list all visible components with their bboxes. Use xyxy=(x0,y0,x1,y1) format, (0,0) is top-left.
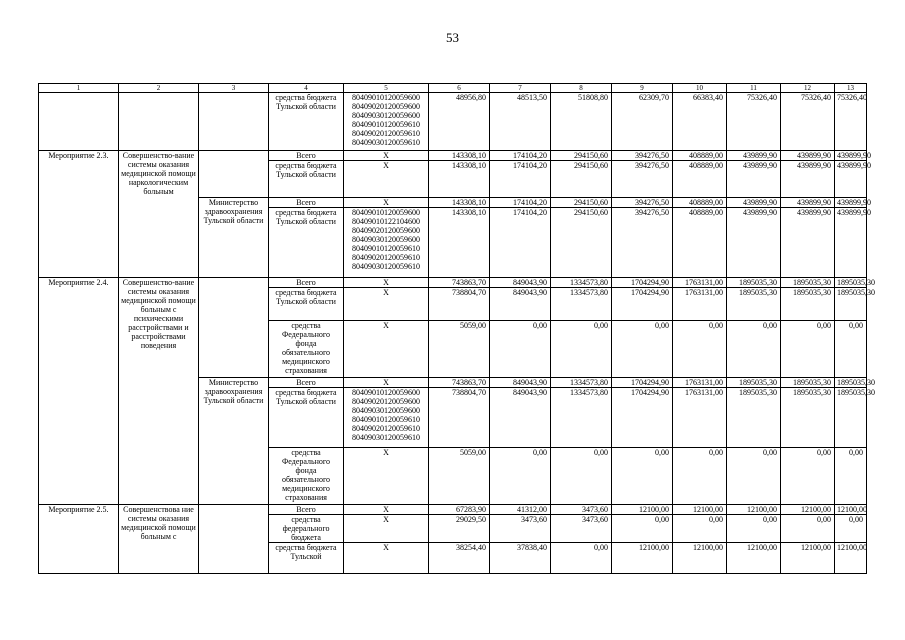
amount-cell: 0,00 xyxy=(781,321,835,378)
amount-cell: 5059,00 xyxy=(429,321,490,378)
amount-cell: 1895035,30 xyxy=(835,278,867,288)
funding-source-cell: Всего xyxy=(269,505,344,515)
header-row xyxy=(39,84,867,93)
funding-source-cell: средства бюджета Тульской xyxy=(269,543,344,574)
amount-cell: 0,00 xyxy=(835,515,867,543)
event-cell: Мероприятие 2.4. xyxy=(39,278,119,505)
amount-cell: 1895035,30 xyxy=(727,378,781,388)
amount-cell: 439899,90 xyxy=(781,151,835,161)
executor-cell: Министерство здравоохранения Тульской области xyxy=(199,198,269,278)
amount-cell: 51808,80 xyxy=(551,93,612,151)
amount-cell: 0,00 xyxy=(781,515,835,543)
event-cell: Мероприятие 2.5. xyxy=(39,505,119,574)
amount-cell: 12100,00 xyxy=(835,543,867,574)
column-number: 13 xyxy=(835,84,867,93)
amount-cell: 439899,90 xyxy=(727,198,781,208)
amount-cell: 0,00 xyxy=(673,515,727,543)
table-row xyxy=(39,93,867,151)
amount-cell: 12100,00 xyxy=(673,505,727,515)
executor-cell xyxy=(199,278,269,378)
amount-cell: 5059,00 xyxy=(429,448,490,505)
executor-cell xyxy=(199,505,269,574)
column-number: 7 xyxy=(490,84,551,93)
amount-cell: 0,00 xyxy=(781,448,835,505)
column-number: 6 xyxy=(429,84,490,93)
amount-cell: 1895035,30 xyxy=(781,378,835,388)
amount-cell: 743863,70 xyxy=(429,278,490,288)
amount-cell: 1334573,80 xyxy=(551,388,612,448)
funding-source-cell: Всего xyxy=(269,151,344,161)
amount-cell: 1895035,30 xyxy=(835,288,867,321)
amount-cell: 0,00 xyxy=(727,515,781,543)
funding-source-cell: Всего xyxy=(269,278,344,288)
budget-code-cell: X xyxy=(344,198,429,208)
amount-cell: 394276,50 xyxy=(612,198,673,208)
amount-cell: 1895035,30 xyxy=(727,388,781,448)
column-number: 5 xyxy=(344,84,429,93)
amount-cell: 738804,70 xyxy=(429,388,490,448)
column-number: 12 xyxy=(781,84,835,93)
amount-cell: 1895035,30 xyxy=(727,278,781,288)
amount-cell: 294150,60 xyxy=(551,208,612,278)
amount-cell: 0,00 xyxy=(612,448,673,505)
budget-code-cell: X xyxy=(344,161,429,198)
amount-cell: 3473,60 xyxy=(551,505,612,515)
amount-cell: 738804,70 xyxy=(429,288,490,321)
budget-code-cell: X xyxy=(344,278,429,288)
amount-cell: 439899,90 xyxy=(727,161,781,198)
amount-cell: 1334573,80 xyxy=(551,278,612,288)
budget-code-cell: X xyxy=(344,448,429,505)
amount-cell: 174104,20 xyxy=(490,151,551,161)
column-number: 9 xyxy=(612,84,673,93)
amount-cell: 743863,70 xyxy=(429,378,490,388)
measure-name-cell: Совершенство-вание системы оказания медицинской помощи больным с психическими расстройствами и расстройствами поведения xyxy=(119,278,199,505)
amount-cell: 1704294,90 xyxy=(612,288,673,321)
event-cell xyxy=(39,93,119,151)
amount-cell: 12100,00 xyxy=(727,543,781,574)
amount-cell: 3473,60 xyxy=(490,515,551,543)
amount-cell: 1895035,30 xyxy=(781,278,835,288)
amount-cell: 62309,70 xyxy=(612,93,673,151)
amount-cell: 408889,00 xyxy=(673,161,727,198)
amount-cell: 143308,10 xyxy=(429,161,490,198)
amount-cell: 408889,00 xyxy=(673,198,727,208)
amount-cell: 12100,00 xyxy=(835,505,867,515)
amount-cell: 1704294,90 xyxy=(612,388,673,448)
amount-cell: 1704294,90 xyxy=(612,278,673,288)
executor-cell xyxy=(199,93,269,151)
amount-cell: 294150,60 xyxy=(551,161,612,198)
amount-cell: 408889,00 xyxy=(673,151,727,161)
amount-cell: 66383,40 xyxy=(673,93,727,151)
amount-cell: 0,00 xyxy=(612,321,673,378)
table-row xyxy=(39,505,867,515)
amount-cell: 29029,50 xyxy=(429,515,490,543)
amount-cell: 394276,50 xyxy=(612,161,673,198)
amount-cell: 849043,90 xyxy=(490,288,551,321)
amount-cell: 12100,00 xyxy=(727,505,781,515)
amount-cell: 1763131,00 xyxy=(673,388,727,448)
amount-cell: 394276,50 xyxy=(612,151,673,161)
amount-cell: 0,00 xyxy=(551,321,612,378)
amount-cell: 0,00 xyxy=(490,448,551,505)
column-number: 2 xyxy=(119,84,199,93)
amount-cell: 1334573,80 xyxy=(551,288,612,321)
page-number: 53 xyxy=(446,30,459,45)
table-row xyxy=(39,278,867,288)
measure-name-cell: Совершенство-вание системы оказания медицинской помощи наркологическим больным xyxy=(119,151,199,278)
measure-name-cell: Совершенствова ние системы оказания медицинской помощи больным с xyxy=(119,505,199,574)
amount-cell: 849043,90 xyxy=(490,388,551,448)
amount-cell: 67283,90 xyxy=(429,505,490,515)
column-number: 8 xyxy=(551,84,612,93)
amount-cell: 38254,40 xyxy=(429,543,490,574)
amount-cell: 0,00 xyxy=(551,448,612,505)
amount-cell: 41312,00 xyxy=(490,505,551,515)
amount-cell: 48956,80 xyxy=(429,93,490,151)
amount-cell: 143308,10 xyxy=(429,151,490,161)
funding-source-cell: средства бюджета Тульской области xyxy=(269,161,344,198)
amount-cell: 0,00 xyxy=(673,321,727,378)
amount-cell: 0,00 xyxy=(490,321,551,378)
amount-cell: 0,00 xyxy=(612,515,673,543)
amount-cell: 174104,20 xyxy=(490,208,551,278)
amount-cell: 849043,90 xyxy=(490,278,551,288)
funding-source-cell: средства федерального бюджета xyxy=(269,515,344,543)
budget-code-cell: X xyxy=(344,505,429,515)
amount-cell: 294150,60 xyxy=(551,151,612,161)
table-row xyxy=(39,151,867,161)
amount-cell: 0,00 xyxy=(727,448,781,505)
amount-cell: 849043,90 xyxy=(490,378,551,388)
amount-cell: 439899,90 xyxy=(781,198,835,208)
amount-cell: 1763131,00 xyxy=(673,378,727,388)
funding-source-cell: средства бюджета Тульской области xyxy=(269,288,344,321)
budget-code-cell: X xyxy=(344,543,429,574)
amount-cell: 439899,90 xyxy=(835,208,867,278)
amount-cell: 75326,40 xyxy=(835,93,867,151)
amount-cell: 0,00 xyxy=(551,543,612,574)
amount-cell: 1763131,00 xyxy=(673,278,727,288)
funding-source-cell: Всего xyxy=(269,198,344,208)
funding-source-cell: средства Федерального фонда обязательного медицинского страхования xyxy=(269,448,344,505)
column-number: 1 xyxy=(39,84,119,93)
amount-cell: 0,00 xyxy=(727,321,781,378)
column-number: 3 xyxy=(199,84,269,93)
amount-cell: 12100,00 xyxy=(612,505,673,515)
budget-table xyxy=(38,83,875,574)
amount-cell: 1895035,30 xyxy=(835,388,867,448)
amount-cell: 48513,50 xyxy=(490,93,551,151)
amount-cell: 3473,60 xyxy=(551,515,612,543)
amount-cell: 1895035,30 xyxy=(835,378,867,388)
amount-cell: 439899,90 xyxy=(835,198,867,208)
amount-cell: 0,00 xyxy=(835,321,867,378)
funding-source-cell: средства Федерального фонда обязательного медицинского страхования xyxy=(269,321,344,378)
budget-code-cell: X xyxy=(344,151,429,161)
column-number: 11 xyxy=(727,84,781,93)
funding-source-cell: Всего xyxy=(269,378,344,388)
budget-code-cell: 80409010120059600 80409010122104600 80409020120059600 80409030120059600 80409010120059610 80409020120059610 80409030120059610 xyxy=(344,208,429,278)
budget-code-cell: X xyxy=(344,378,429,388)
amount-cell: 143308,10 xyxy=(429,208,490,278)
column-number: 10 xyxy=(673,84,727,93)
budget-code-cell: 80409010120059600 80409020120059600 80409030120059600 80409010120059610 80409020120059610 80409030120059610 xyxy=(344,388,429,448)
amount-cell: 75326,40 xyxy=(727,93,781,151)
amount-cell: 439899,90 xyxy=(727,151,781,161)
budget-code-cell: X xyxy=(344,288,429,321)
amount-cell: 1895035,30 xyxy=(781,288,835,321)
amount-cell: 1763131,00 xyxy=(673,288,727,321)
amount-cell: 294150,60 xyxy=(551,198,612,208)
amount-cell: 174104,20 xyxy=(490,198,551,208)
amount-cell: 12100,00 xyxy=(781,505,835,515)
table-body xyxy=(39,84,875,574)
budget-code-cell: X xyxy=(344,321,429,378)
amount-cell: 12100,00 xyxy=(612,543,673,574)
budget-code-cell: 80409010120059600 80409020120059600 80409030120059600 80409010120059610 80409020120059610 80409030120059610 xyxy=(344,93,429,151)
amount-cell: 394276,50 xyxy=(612,208,673,278)
amount-cell: 408889,00 xyxy=(673,208,727,278)
amount-cell: 439899,90 xyxy=(727,208,781,278)
amount-cell: 439899,90 xyxy=(781,208,835,278)
amount-cell: 75326,40 xyxy=(781,93,835,151)
amount-cell: 1895035,30 xyxy=(781,388,835,448)
amount-cell: 0,00 xyxy=(673,448,727,505)
event-cell: Мероприятие 2.3. xyxy=(39,151,119,278)
amount-cell: 1334573,80 xyxy=(551,378,612,388)
budget-code-cell: X xyxy=(344,515,429,543)
amount-cell: 143308,10 xyxy=(429,198,490,208)
amount-cell: 174104,20 xyxy=(490,161,551,198)
amount-cell: 439899,90 xyxy=(835,161,867,198)
amount-cell: 1895035,30 xyxy=(727,288,781,321)
amount-cell: 439899,90 xyxy=(835,151,867,161)
funding-source-cell: средства бюджета Тульской области xyxy=(269,388,344,448)
amount-cell: 439899,90 xyxy=(781,161,835,198)
executor-cell: Министерство здравоохранения Тульской области xyxy=(199,378,269,505)
executor-cell xyxy=(199,151,269,198)
amount-cell: 12100,00 xyxy=(781,543,835,574)
amount-cell: 1704294,90 xyxy=(612,378,673,388)
column-number: 4 xyxy=(269,84,344,93)
amount-cell: 37838,40 xyxy=(490,543,551,574)
funding-source-cell: средства бюджета Тульской области xyxy=(269,93,344,151)
measure-name-cell xyxy=(119,93,199,151)
amount-cell: 12100,00 xyxy=(673,543,727,574)
funding-source-cell: средства бюджета Тульской области xyxy=(269,208,344,278)
amount-cell: 0,00 xyxy=(835,448,867,505)
